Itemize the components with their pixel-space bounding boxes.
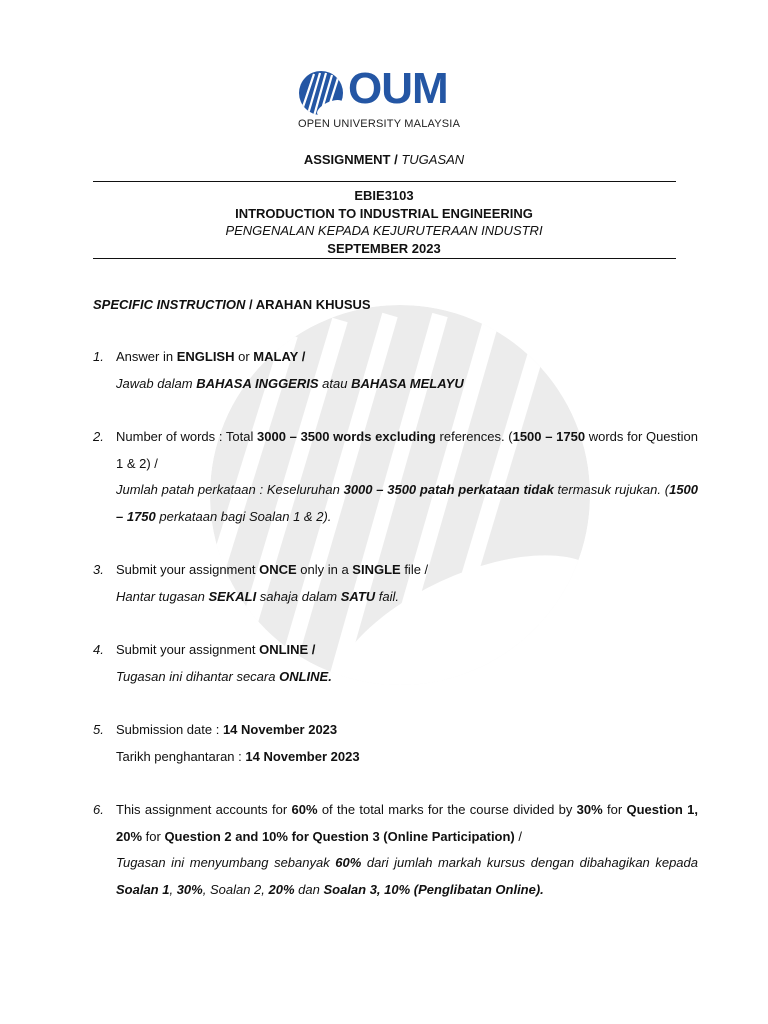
item-en: Answer in ENGLISH or MALAY / [116, 349, 306, 364]
item-en: Submission date : 14 November 2023 [116, 722, 338, 737]
logo-wordmark: OUM [348, 64, 448, 113]
item-number: 2. [93, 429, 104, 444]
oum-globe-icon [298, 70, 344, 116]
instruction-item [93, 637, 698, 690]
item-number: 3. [93, 562, 104, 577]
item-ms: Tarikh penghantaran : 14 November 2023 [116, 748, 360, 764]
header-bottom-rule [93, 258, 676, 259]
item-ms: Tugasan ini dihantar secara ONLINE. [116, 668, 332, 684]
item-en: Submit your assignment ONLINE / [116, 642, 316, 657]
instruction-item [93, 797, 698, 903]
semester: SEPTEMBER 2023 [327, 241, 441, 256]
instruction-item [93, 557, 698, 610]
course-code: EBIE3103 [354, 188, 414, 203]
oum-logo [298, 64, 478, 136]
assignment-label [0, 151, 768, 168]
logo-subtitle: OPEN UNIVERSITY MALAYSIA [298, 118, 461, 130]
item-en: Submit your assignment ONCE only in a SINGLE file / [116, 562, 429, 577]
item-number: 6. [93, 802, 104, 817]
item-number: 4. [93, 642, 104, 657]
instruction-item [93, 344, 698, 397]
header-top-rule [93, 181, 676, 182]
course-title-en: INTRODUCTION TO INDUSTRIAL ENGINEERING [235, 206, 533, 221]
item-ms: Hantar tugasan SEKALI sahaja dalam SATU fail. [116, 588, 400, 604]
item-number: 1. [93, 349, 104, 364]
item-ms: Tugasan ini menyumbang sebanyak 60% dari jumlah markah kursus dengan dibahagikan kepada Soalan 1, 30%, Soalan 2, 20% dan Soalan 3, 10% (Penglibatan Online). [116, 855, 698, 897]
item-ms: Jawab dalam BAHASA INGGERIS atau BAHASA MELAYU [116, 375, 464, 391]
item-number: 5. [93, 722, 104, 737]
item-ms: Jumlah patah perkataan : Keseluruhan 3000 – 3500 patah perkataan tidak termasuk rujukan. (1500 – 1750 perkataan bagi Soalan 1 & 2). [116, 482, 699, 524]
instruction-item [93, 717, 698, 770]
instruction-item [93, 424, 698, 530]
item-en: Number of words : Total 3000 – 3500 words excluding references. (1500 – 1750 words for Question 1 & 2) / [116, 429, 698, 471]
assignment-label-ms: TUGASAN [401, 152, 465, 167]
item-en: This assignment accounts for 60% of the total marks for the course divided by 30% for Question 1, 20% for Question 2 and 10% for Question 3 (Online Participation) / [116, 802, 698, 844]
course-title-ms: PENGENALAN KEPADA KEJURUTERAAN INDUSTRI [225, 223, 543, 238]
instructions-heading: SPECIFIC INSTRUCTION / ARAHAN KHUSUS [93, 297, 371, 312]
assignment-label-en: ASSIGNMENT / [303, 152, 398, 167]
